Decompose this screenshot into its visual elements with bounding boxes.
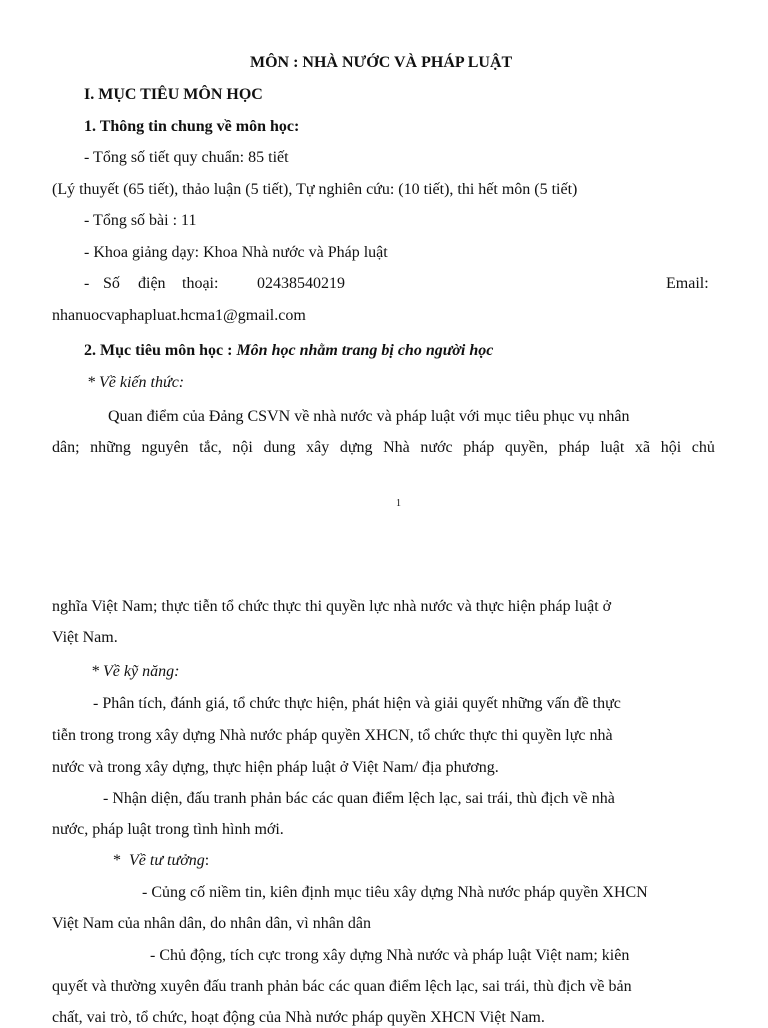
knowledge-heading: * Về kiến thức: xyxy=(87,374,185,391)
word: luật xyxy=(600,439,625,456)
thought-para2-line3: chất, vai trò, tổ chức, hoạt động của Nhà nước pháp quyền XHCN Việt Nam. xyxy=(52,1009,545,1026)
skills-heading: * Về kỹ năng: xyxy=(91,663,180,680)
thought-para1-line2: Việt Nam của nhân dân, do nhân dân, vì nhân dân xyxy=(52,915,371,932)
word: dung xyxy=(263,439,296,456)
knowledge-para1-line2 xyxy=(52,438,715,458)
phone-label-word-2: điện xyxy=(138,275,166,292)
lesson-count-line: - Tổng số bài : 11 xyxy=(84,212,197,229)
word: hội xyxy=(660,439,682,456)
thought-heading-star: * xyxy=(113,852,121,869)
phone-label-word-3: thoại: xyxy=(182,275,219,292)
periods-breakdown-line: (Lý thuyết (65 tiết), thảo luận (5 tiết), Tự nghiên cứu: (10 tiết), thi hết môn (5 tiết) xyxy=(52,181,578,198)
word: nguyên xyxy=(141,439,189,456)
word: quyền, xyxy=(504,439,549,456)
page-number: 1 xyxy=(396,498,401,509)
word: nội xyxy=(232,439,253,456)
thought-para2-line2: quyết và thường xuyên đấu tranh phản bác các quan điểm lệch lạc, sai trái, thù địch về bản xyxy=(52,978,632,995)
objectives-label: 2. Mục tiêu môn học : xyxy=(84,342,237,359)
thought-heading xyxy=(113,851,209,871)
thought-heading-colon: : xyxy=(204,852,210,869)
word: xã xyxy=(634,439,651,456)
email-address: nhanuocvaphapluat.hcma1@gmail.com xyxy=(52,307,306,324)
word: chủ xyxy=(691,439,715,456)
skills-para1-line3: nước và trong xây dựng, thực hiện pháp luật ở Việt Nam/ địa phương. xyxy=(52,759,499,776)
total-periods-line: - Tổng số tiết quy chuẩn: 85 tiết xyxy=(84,149,289,166)
knowledge-para1-line1: Quan điểm của Đảng CSVN về nhà nước và pháp luật với mục tiêu phục vụ nhân xyxy=(108,408,630,425)
thought-heading-label: Về tư tưởng xyxy=(129,852,205,869)
word: pháp xyxy=(463,439,495,456)
word: nước xyxy=(420,439,453,456)
word: xây xyxy=(306,439,330,456)
thought-para2-line1: - Chủ động, tích cực trong xây dựng Nhà nước và pháp luật Việt nam; kiên xyxy=(150,947,630,964)
knowledge-para2-line2: Việt Nam. xyxy=(52,629,118,646)
subheading-general-info: 1. Thông tin chung về môn học: xyxy=(84,118,300,135)
word: những xyxy=(90,439,131,456)
skills-para1-line1: - Phân tích, đánh giá, tổ chức thực hiện, phát hiện và giải quyết những vấn đề thực xyxy=(93,695,621,712)
phone-label-word-1: Số xyxy=(103,275,120,292)
skills-para2-line1: - Nhận diện, đấu tranh phản bác các quan điểm lệch lạc, sai trái, thù địch về nhà xyxy=(103,790,615,807)
phone-dash: - xyxy=(84,275,90,292)
word: pháp xyxy=(558,439,590,456)
word: dân; xyxy=(52,439,80,456)
objectives-description: Môn học nhằm trang bị cho người học xyxy=(236,342,494,359)
skills-para1-line2: tiễn trong trong xây dựng Nhà nước pháp quyền XHCN, tổ chức thực thi quyền lực nhà xyxy=(52,727,613,744)
course-title: MÔN : NHÀ NƯỚC VÀ PHÁP LUẬT xyxy=(250,54,513,71)
faculty-line: - Khoa giảng dạy: Khoa Nhà nước và Pháp luật xyxy=(84,244,388,261)
skills-para2-line2: nước, pháp luật trong tình hình mới. xyxy=(52,821,284,838)
knowledge-para2-line1: nghĩa Việt Nam; thực tiễn tổ chức thực thi quyền lực nhà nước và thực hiện pháp luật ở xyxy=(52,598,612,615)
word: Nhà xyxy=(383,439,410,456)
thought-para1-line1: - Củng cố niềm tin, kiên định mục tiêu xây dựng Nhà nước pháp quyền XHCN xyxy=(142,884,648,901)
subheading-objectives xyxy=(84,341,493,361)
word: dựng xyxy=(339,439,373,456)
word: tắc, xyxy=(199,439,222,456)
email-label: Email: xyxy=(666,275,709,292)
phone-number: 02438540219 xyxy=(257,275,345,292)
section-heading-objectives: I. MỤC TIÊU MÔN HỌC xyxy=(84,86,263,103)
